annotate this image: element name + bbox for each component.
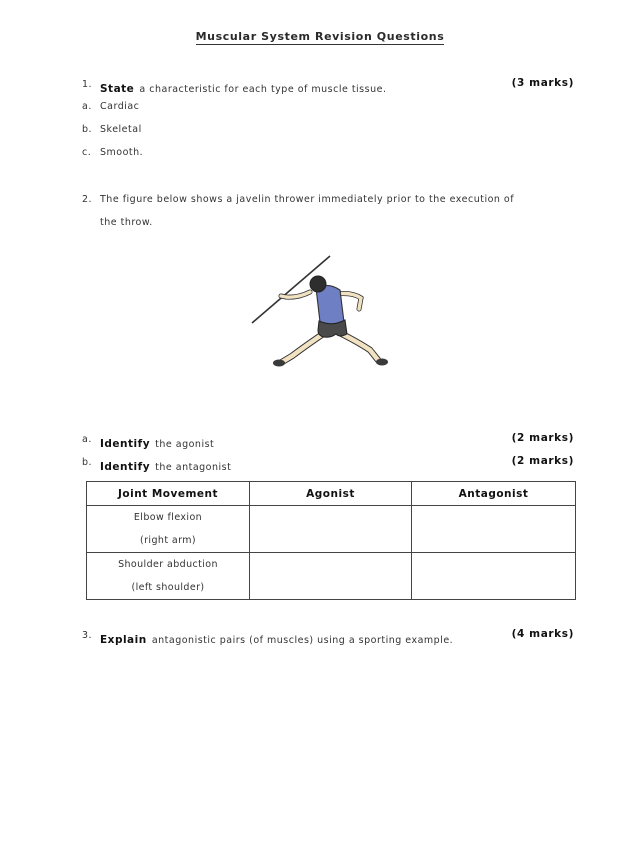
antagonist-answer-cell[interactable] xyxy=(412,553,576,600)
q3-number: 3. xyxy=(82,630,93,641)
table-row xyxy=(87,506,576,553)
q1-marks: (3 marks) xyxy=(511,77,574,89)
q1c-label: Smooth. xyxy=(100,147,144,158)
q2b-marks: (2 marks) xyxy=(511,455,574,467)
head xyxy=(310,276,326,292)
q1-text: a characteristic for each type of muscle tissue. xyxy=(139,84,387,95)
q2b-text: the antagonist xyxy=(155,462,232,473)
q2a-prompt xyxy=(100,432,214,451)
q2a-command: Identify xyxy=(100,438,151,450)
q3-text: antagonistic pairs (of muscles) using a sporting example. xyxy=(151,635,454,646)
movement-line1: Elbow flexion xyxy=(133,512,203,523)
javelin-thrower-figure xyxy=(248,252,398,374)
q1a-letter: a. xyxy=(82,101,92,112)
q1b-letter: b. xyxy=(82,124,93,135)
back-shoe xyxy=(273,360,285,367)
q2b-letter: b. xyxy=(82,457,93,468)
q2a-text: the agonist xyxy=(155,439,215,450)
q1b-label: Skeletal xyxy=(100,124,142,135)
page-title-text: Muscular System Revision Questions xyxy=(195,30,445,43)
header-antagonist: Antagonist xyxy=(412,482,576,506)
movement-line2: (left shoulder) xyxy=(131,582,205,593)
q1-prompt xyxy=(100,77,386,96)
q1c-letter: c. xyxy=(82,147,92,158)
antagonist-answer-cell[interactable] xyxy=(412,506,576,553)
back-leg xyxy=(282,332,326,362)
movement-cell xyxy=(87,553,250,600)
front-shoe xyxy=(376,359,388,366)
table-header-row xyxy=(87,482,576,506)
header-joint-movement: Joint Movement xyxy=(87,482,250,506)
q1-number: 1. xyxy=(82,79,93,90)
page-title xyxy=(0,30,640,43)
movement-line2: (right arm) xyxy=(140,535,196,546)
movement-cell xyxy=(87,506,250,553)
agonist-answer-cell[interactable] xyxy=(250,553,412,600)
q2a-marks: (2 marks) xyxy=(511,432,574,444)
movement-line1: Shoulder abduction xyxy=(118,559,218,570)
q2-line1: The figure below shows a javelin thrower immediately prior to the execution of xyxy=(100,194,515,205)
q3-prompt xyxy=(100,628,453,647)
agonist-answer-cell[interactable] xyxy=(250,506,412,553)
q2b-prompt xyxy=(100,455,231,474)
q2b-command: Identify xyxy=(100,461,151,473)
q1a-label: Cardiac xyxy=(100,101,140,112)
q2-number: 2. xyxy=(82,194,93,205)
table-row xyxy=(87,553,576,600)
q2-line2: the throw. xyxy=(100,217,153,228)
q1-command: State xyxy=(100,83,135,95)
q3-marks: (4 marks) xyxy=(511,628,574,640)
joint-movement-table xyxy=(86,481,576,600)
header-agonist: Agonist xyxy=(250,482,412,506)
q2a-letter: a. xyxy=(82,434,92,445)
q3-command: Explain xyxy=(100,634,147,646)
